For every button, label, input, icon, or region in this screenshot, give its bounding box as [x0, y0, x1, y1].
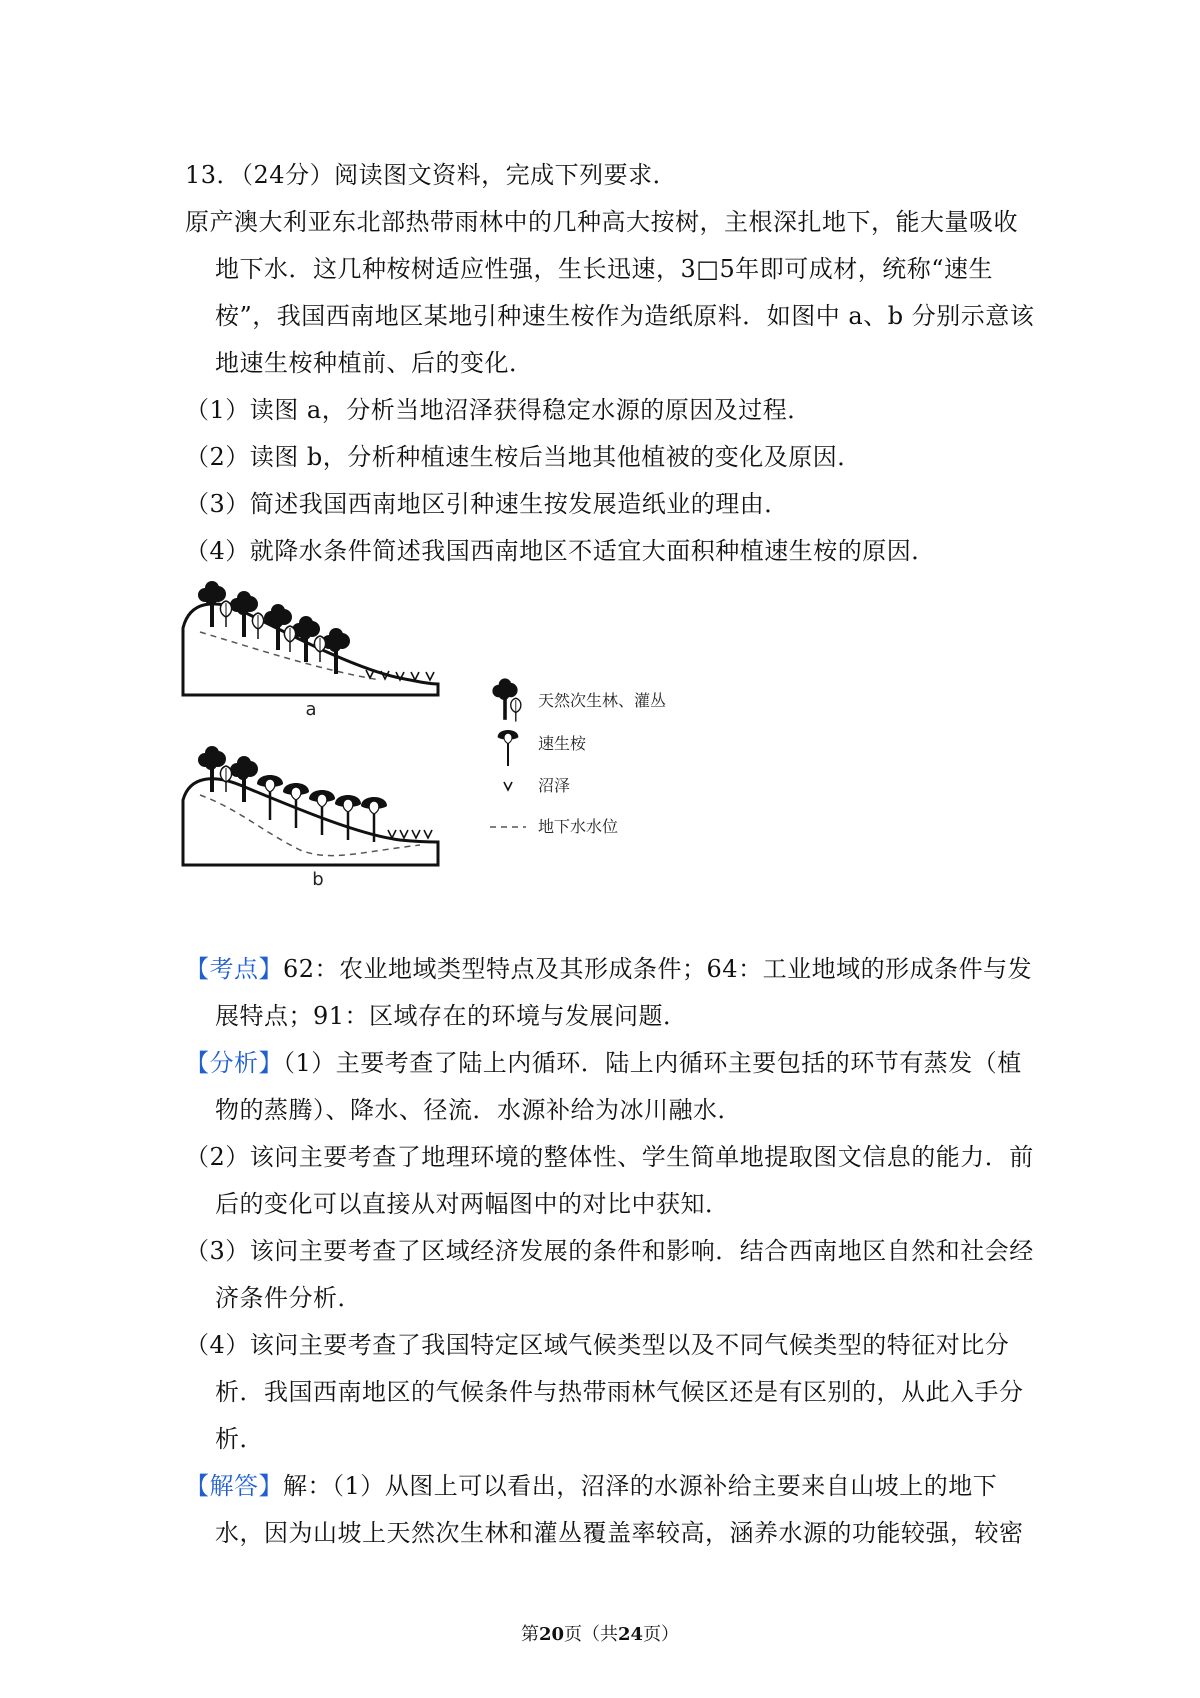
jieda-tag: 【解答】 — [185, 1472, 283, 1500]
fenxi-tag: 【分析】 — [185, 1049, 283, 1077]
kaodian-line — [185, 954, 1032, 984]
legend-label: 地下水水位 — [538, 817, 619, 836]
fenxi-part: （3）该问主要考查了区域经济发展的条件和影响．结合西南地区自然和社会经 — [185, 1237, 1034, 1265]
footer-total-pages: 24 — [618, 1624, 644, 1645]
diagram-a — [183, 581, 438, 720]
intro-line: 桉”，我国西南地区某地引种速生桉作为造纸原料．如图中 a、b 分别示意该 — [215, 302, 1035, 330]
legend-label: 天然次生林、灌丛 — [538, 691, 667, 710]
legend — [490, 678, 666, 836]
footer-prefix: 第 — [520, 1624, 539, 1645]
natural-forest-icon — [492, 678, 520, 721]
jieda-line: 水，因为山坡上天然次生林和灌丛覆盖率较高，涵养水源的功能较强，较密 — [215, 1519, 1024, 1547]
question-part: （4）就降水条件简述我国西南地区不适宜大面积种植速生桉的原因． — [185, 537, 936, 565]
legend-label: 速生桉 — [538, 734, 587, 753]
marsh-icon — [504, 782, 512, 790]
fenxi-part: （2）该问主要考查了地理环境的整体性、学生简单地提取图文信息的能力．前 — [185, 1143, 1034, 1171]
jieda-text: 解：（1）从图上可以看出，沼泽的水源补给主要来自山坡上的地下 — [283, 1472, 998, 1500]
kaodian-tag: 【考点】 — [185, 955, 283, 983]
diagram-a-label: a — [305, 699, 317, 720]
fenxi-part: 析．我国西南地区的气候条件与热带雨林气候区还是有区别的，从此入手分 — [215, 1378, 1024, 1406]
fenxi-line: 物的蒸腾）、降水、径流．水源补给为冰川融水． — [215, 1096, 742, 1124]
fenxi-part: （4）该问主要考查了我国特定区域气候类型以及不同气候类型的特征对比分 — [185, 1331, 1010, 1359]
page-footer — [0, 1620, 1200, 1646]
footer-page-number: 20 — [538, 1624, 564, 1645]
eucalyptus-tree-icon — [498, 730, 519, 766]
question-part: （3）简述我国西南地区引种速生按发展造纸业的理由． — [185, 490, 789, 518]
question-header: 13．（24分）阅读图文资料，完成下列要求． — [185, 161, 678, 189]
fenxi-text: （1）主要考查了陆上内循环．陆上内循环主要包括的环节有蒸发（植 — [283, 1049, 1022, 1077]
footer-middle: 页（共 — [564, 1624, 618, 1645]
fenxi-part: 济条件分析． — [215, 1284, 362, 1312]
intro-line: 原产澳大利亚东北部热带雨林中的几种高大按树，主根深扎地下，能大量吸收 — [185, 208, 1018, 236]
kaodian-text: 62：农业地域类型特点及其形成条件；64：工业地域的形成条件与发 — [283, 955, 1033, 983]
jieda-line — [185, 1471, 997, 1501]
intro-line: 地速生桉种植前、后的变化． — [215, 349, 534, 377]
fenxi-part: 后的变化可以直接从对两幅图中的对比中获知． — [215, 1190, 730, 1218]
kaodian-line: 展特点；91：区域存在的环境与发展问题． — [215, 1002, 688, 1030]
fenxi-part: 析． — [215, 1425, 264, 1453]
diagram-b — [183, 746, 438, 890]
intro-line: 地下水．这几种桉树适应性强，生长迅速，3□5年即可成材，统称“速生 — [215, 255, 993, 283]
legend-label: 沼泽 — [538, 776, 571, 795]
fenxi-line — [185, 1048, 1022, 1078]
question-part: （1）读图 a，分析当地沼泽获得稳定水源的原因及过程． — [185, 396, 812, 424]
footer-suffix: 页） — [643, 1624, 680, 1645]
question-part: （2）读图 b，分析种植速生桉后当地其他植被的变化及原因． — [185, 443, 862, 471]
diagram-b-label: b — [312, 869, 324, 890]
